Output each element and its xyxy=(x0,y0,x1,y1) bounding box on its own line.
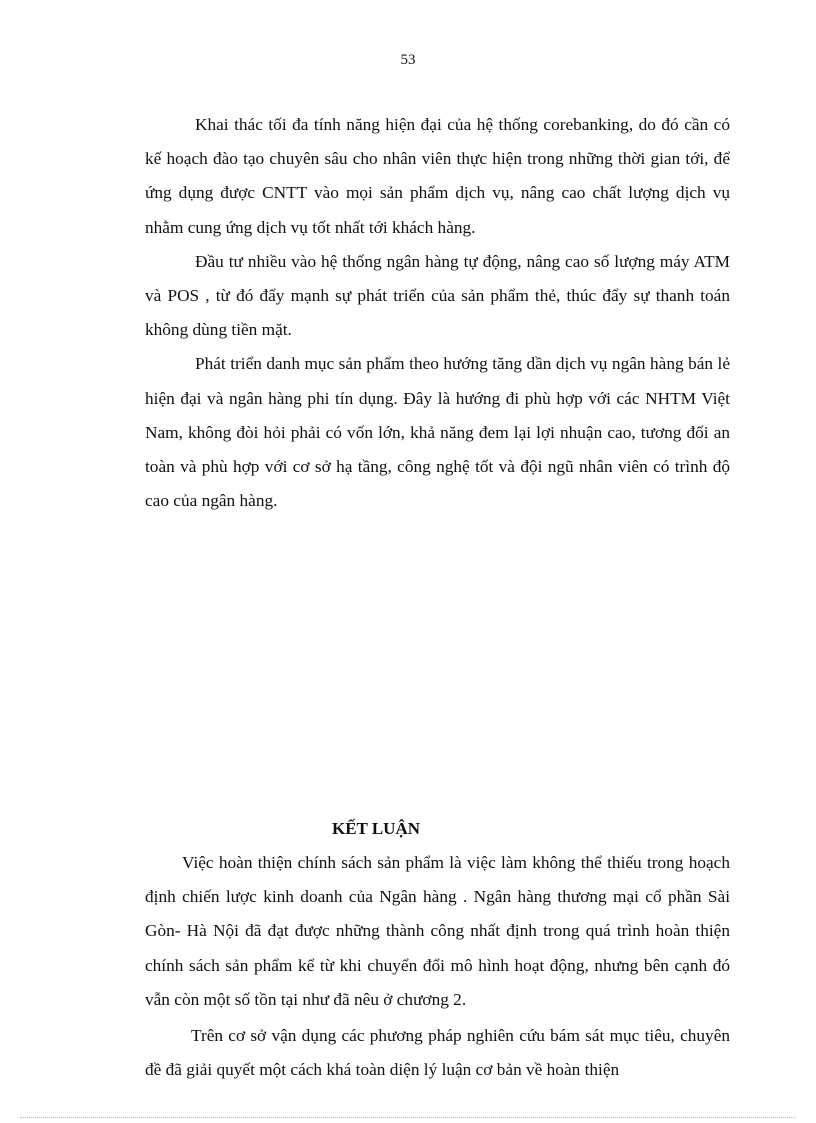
paragraph-product-portfolio: Phát triển danh mục sản phẩm theo hướng tăng dần dịch vụ ngân hàng bán lẻ hiện đại và ngân hàng phi tín dụng. Đây là hướng đi phù hợp với các NHTM Việt Nam, không đòi hỏi phải có vốn lớn, khả năng đem lại lợi nhuận cao, tương đối an toàn và phù hợp với cơ sở hạ tầng, công nghệ tốt và đội ngũ nhân viên có trình độ cao của ngân hàng. xyxy=(145,354,730,511)
body-section xyxy=(145,108,730,518)
paragraph-conclusion-2: Trên cơ sở vận dụng các phương pháp nghiên cứu bám sát mục tiêu, chuyên đề đã giải quyết một cách khá toàn diện lý luận cơ bản về hoàn thiện xyxy=(145,1026,730,1080)
page-number: 53 xyxy=(400,52,416,68)
paragraph-conclusion-1: Việc hoàn thiện chính sách sản phẩm là việc làm không thể thiếu trong hoạch định chiến lược kinh doanh của Ngân hàng . Ngân hàng thương mại cổ phần Sài Gòn- Hà Nội đã đạt được những thành công nhất định trong quá trình hoàn thiện chính sách sản phẩm kể từ khi chuyển đổi mô hình hoạt động, nhưng bên cạnh đó vẫn còn một số tồn tại như đã nêu ở chương 2. xyxy=(145,853,730,1009)
conclusion-heading: KẾT LUẬN xyxy=(332,819,421,838)
conclusion-section xyxy=(145,812,730,1087)
page-bottom-rule xyxy=(20,1117,796,1118)
paragraph-atm-pos: Đầu tư nhiều vào hệ thống ngân hàng tự động, nâng cao số lượng máy ATM và POS , từ đó đẩy mạnh sự phát triển của sản phẩm thẻ, thúc đẩy sự thanh toán không dùng tiền mặt. xyxy=(145,251,730,340)
paragraph-corebanking: Khai thác tối đa tính năng hiện đại của hệ thống corebanking, do đó cần có kế hoạch đào tạo chuyên sâu cho nhân viên thực hiện trong những thời gian tới, để ứng dụng được CNTT vào mọi sản phẩm dịch vụ, nâng cao chất lượng dịch vụ nhằm cung ứng dịch vụ tốt nhất tới khách hàng. xyxy=(145,115,730,237)
